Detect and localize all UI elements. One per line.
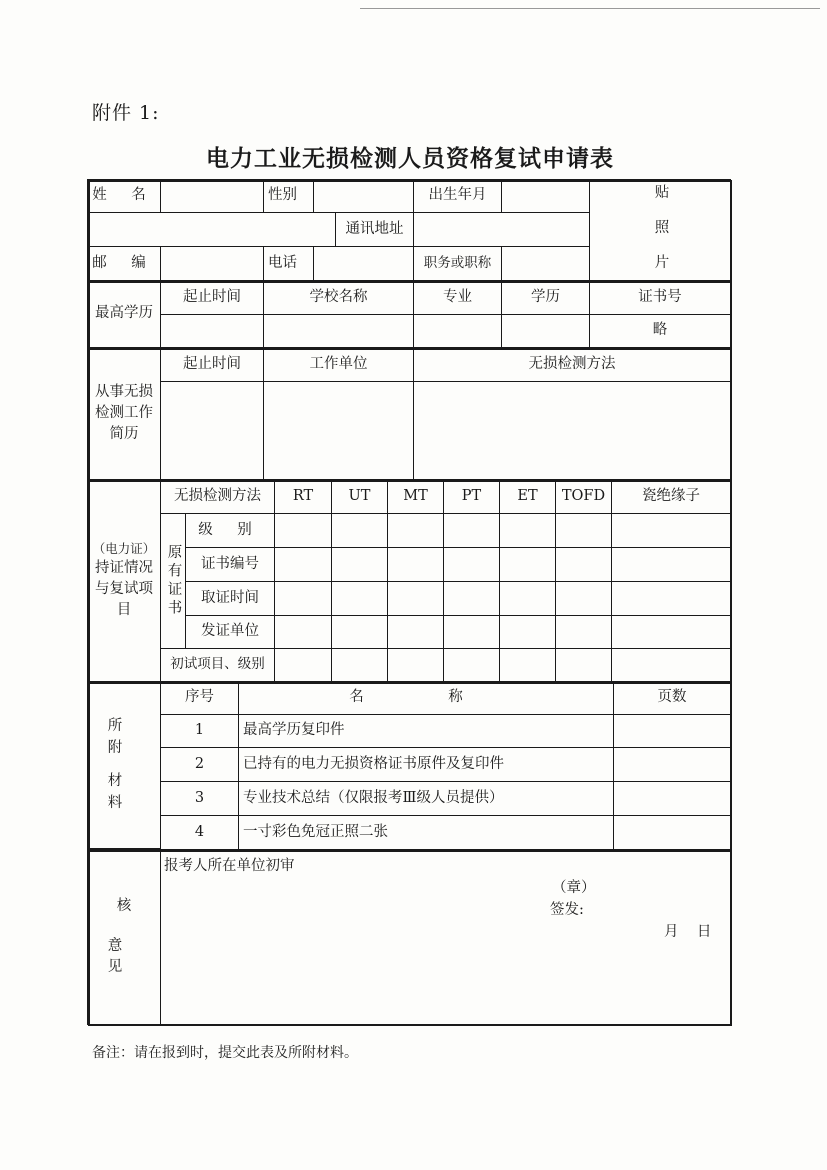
review-label-a: 核	[116, 897, 132, 914]
material-name-1: 最高学历复印件	[238, 714, 614, 748]
material-pages-2[interactable]	[613, 747, 731, 782]
cert-value-cell[interactable]	[387, 547, 444, 582]
cert-row-level: 级 别	[185, 513, 275, 548]
edu-cert-omitted: 略	[589, 314, 731, 348]
review-seal: （章）	[552, 880, 596, 896]
cert-label: 持证情况与复试项目	[95, 560, 153, 619]
review-label-b: 意 见	[107, 938, 141, 976]
cert-value-cell[interactable]	[611, 513, 731, 548]
cert-value-cell[interactable]	[611, 547, 731, 582]
photo-area[interactable]: 贴 照 片	[589, 179, 731, 281]
cert-value-cell[interactable]	[555, 615, 612, 649]
review-initial-text: 报考人所在单位初审	[164, 858, 295, 874]
cert-method-et: ET	[499, 479, 556, 514]
material-name-3: 专业技术总结（仅限报考Ⅲ级人员提供）	[238, 781, 614, 816]
material-no-4: 4	[160, 815, 239, 850]
work-unit-field[interactable]	[263, 381, 414, 480]
education-label: 最高学历	[87, 280, 161, 348]
cert-value-cell[interactable]	[387, 648, 444, 682]
edu-school-header: 学校名称	[263, 280, 414, 315]
postcode-label: 邮 编	[87, 246, 161, 281]
material-name-2: 已持有的电力无损资格证书原件及复印件	[238, 747, 614, 782]
materials-label-cell	[87, 681, 161, 849]
birth-field[interactable]	[501, 179, 590, 213]
job-label: 职务或职称	[413, 246, 502, 281]
cert-row-date: 取证时间	[185, 581, 275, 616]
material-pages-4[interactable]	[613, 815, 731, 850]
cert-row-issuer: 发证单位	[185, 615, 275, 649]
cert-method-label: 无损检测方法	[160, 479, 275, 514]
cert-value-cell[interactable]	[555, 547, 612, 582]
cert-value-cell[interactable]	[555, 513, 612, 548]
cert-value-cell[interactable]	[443, 547, 500, 582]
name-label: 姓 名	[87, 179, 161, 213]
attachment-label: 附件 1:	[92, 102, 160, 124]
birth-label: 出生年月	[413, 179, 502, 213]
material-pages-1[interactable]	[613, 714, 731, 748]
cert-value-cell[interactable]	[499, 615, 556, 649]
cert-method-ut: UT	[331, 479, 388, 514]
materials-label-b: 材 料	[107, 773, 141, 811]
address-field-left[interactable]	[87, 212, 336, 247]
scan-edge-line	[360, 8, 820, 9]
cert-value-cell[interactable]	[387, 581, 444, 616]
original-cert-label: 原有证书	[160, 513, 186, 649]
name-field[interactable]	[160, 179, 264, 213]
material-name-4: 一寸彩色免冠正照二张	[238, 815, 614, 850]
cert-label-cell	[87, 479, 161, 682]
edu-cert-header: 证书号	[589, 280, 731, 315]
cert-label-top: （电力证）	[92, 540, 156, 556]
cert-method-mt: MT	[387, 479, 444, 514]
phone-label: 电话	[263, 246, 314, 281]
materials-name-header: 名 称	[238, 681, 614, 715]
cert-value-cell[interactable]	[443, 581, 500, 616]
cert-value-cell[interactable]	[499, 581, 556, 616]
cert-value-cell[interactable]	[274, 581, 332, 616]
job-field[interactable]	[501, 246, 590, 281]
footer-note: 备注：请在报到时，提交此表及所附材料。	[92, 1045, 358, 1061]
materials-pages-header: 页数	[613, 681, 731, 715]
cert-value-cell[interactable]	[331, 615, 388, 649]
cert-row-initial: 初试项目、级别	[160, 648, 275, 682]
review-date: 月 日	[664, 924, 712, 940]
address-field[interactable]	[413, 212, 590, 247]
cert-value-cell[interactable]	[387, 513, 444, 548]
phone-field[interactable]	[313, 246, 414, 281]
material-no-1: 1	[160, 714, 239, 748]
cert-value-cell[interactable]	[499, 547, 556, 582]
edu-major-header: 专业	[413, 280, 502, 315]
materials-label-a: 所 附	[107, 718, 141, 756]
cert-value-cell[interactable]	[443, 648, 500, 682]
cert-value-cell[interactable]	[274, 513, 332, 548]
cert-value-cell[interactable]	[331, 547, 388, 582]
cert-value-cell[interactable]	[331, 581, 388, 616]
cert-value-cell[interactable]	[274, 615, 332, 649]
edu-degree-field[interactable]	[501, 314, 590, 348]
cert-value-cell[interactable]	[555, 648, 612, 682]
cert-value-cell[interactable]	[611, 615, 731, 649]
cert-value-cell[interactable]	[274, 648, 332, 682]
cert-method-insulator: 瓷绝缘子	[611, 479, 731, 514]
cert-value-cell[interactable]	[499, 513, 556, 548]
form-title: 电力工业无损检测人员资格复试申请表	[206, 146, 614, 172]
edu-school-field[interactable]	[263, 314, 414, 348]
cert-value-cell[interactable]	[611, 648, 731, 682]
cert-value-cell[interactable]	[443, 513, 500, 548]
cert-method-pt: PT	[443, 479, 500, 514]
cert-value-cell[interactable]	[331, 648, 388, 682]
cert-value-cell[interactable]	[331, 513, 388, 548]
review-label-cell	[87, 849, 161, 1025]
material-no-3: 3	[160, 781, 239, 816]
postcode-field[interactable]	[160, 246, 264, 281]
materials-no-header: 序号	[160, 681, 239, 715]
cert-value-cell[interactable]	[611, 581, 731, 616]
material-pages-3[interactable]	[613, 781, 731, 816]
gender-label: 性别	[263, 179, 314, 213]
edu-period-field[interactable]	[160, 314, 264, 348]
review-sign: 签发:	[550, 902, 584, 918]
cert-method-tofd: TOFD	[555, 479, 612, 514]
edu-degree-header: 学历	[501, 280, 590, 315]
review-area[interactable]	[160, 849, 731, 1025]
work-method-field[interactable]	[413, 381, 731, 480]
cert-value-cell[interactable]	[387, 615, 444, 649]
cert-value-cell[interactable]	[499, 648, 556, 682]
work-period-field[interactable]	[160, 381, 264, 480]
edu-major-field[interactable]	[413, 314, 502, 348]
gender-field[interactable]	[313, 179, 414, 213]
material-no-2: 2	[160, 747, 239, 782]
cert-value-cell[interactable]	[274, 547, 332, 582]
address-label: 通讯地址	[335, 212, 414, 247]
work-label: 从事无损检测工作简历	[87, 347, 161, 480]
work-unit-header: 工作单位	[263, 347, 414, 382]
cert-row-number: 证书编号	[185, 547, 275, 582]
work-method-header: 无损检测方法	[413, 347, 731, 382]
cert-value-cell[interactable]	[443, 615, 500, 649]
cert-value-cell[interactable]	[555, 581, 612, 616]
work-period-header: 起止时间	[160, 347, 264, 382]
cert-method-rt: RT	[274, 479, 332, 514]
edu-period-header: 起止时间	[160, 280, 264, 315]
